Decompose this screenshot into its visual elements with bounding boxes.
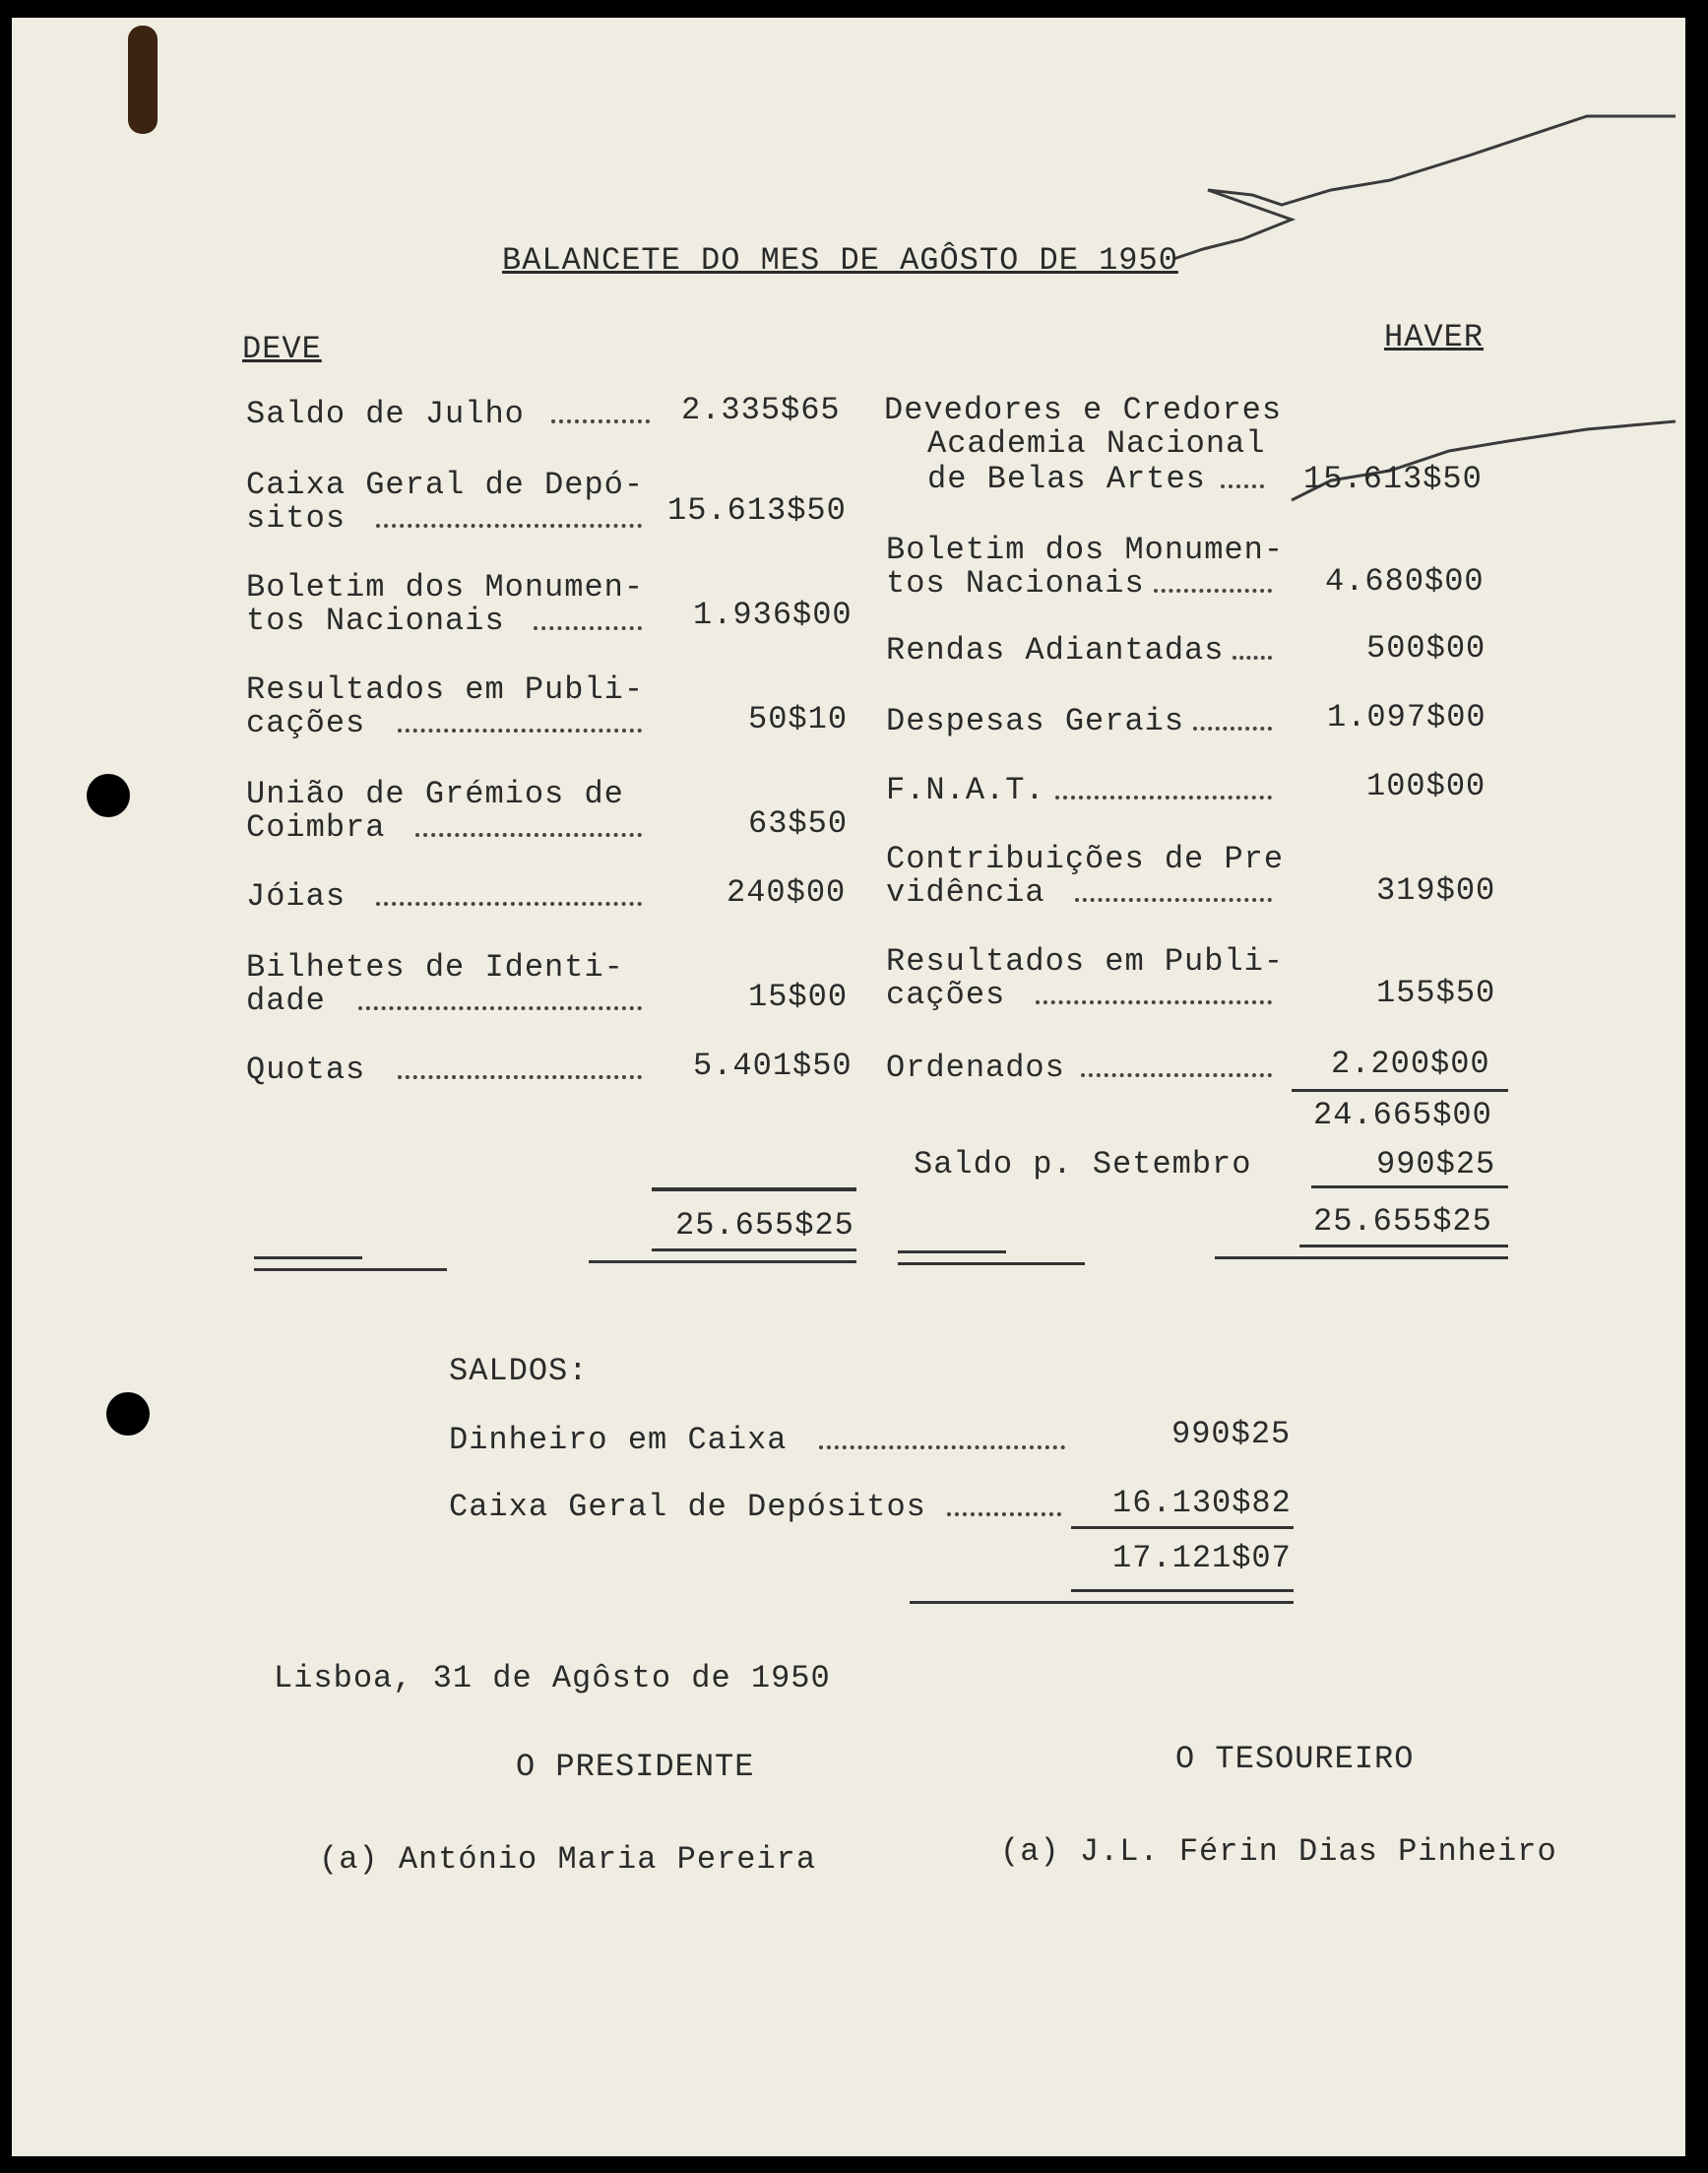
leader-dots bbox=[819, 1445, 1065, 1449]
deve-item-value: 240$00 bbox=[727, 874, 847, 911]
leader-dots bbox=[398, 1075, 642, 1079]
haver-item-value: 4.680$00 bbox=[1325, 563, 1485, 600]
deve-item-label: Bilhetes de Identi- bbox=[246, 949, 624, 986]
haver-item-label-cont: vidência bbox=[886, 874, 1045, 911]
leader-dots bbox=[1154, 589, 1272, 593]
president-title: O PRESIDENTE bbox=[516, 1749, 755, 1785]
saldos-total-double-rule bbox=[1071, 1589, 1294, 1592]
treasurer-name: (a) J.L. Férin Dias Pinheiro bbox=[1000, 1833, 1557, 1870]
deve-closing-rule bbox=[254, 1268, 447, 1271]
deve-total-rule bbox=[652, 1187, 856, 1191]
deve-closing-rule bbox=[254, 1256, 362, 1259]
haver-item-label: Devedores e Credores bbox=[884, 392, 1283, 428]
haver-item-label: Resultados em Publi- bbox=[886, 943, 1285, 980]
haver-saldo-value: 990$25 bbox=[1376, 1146, 1496, 1182]
deve-total: 25.655$25 bbox=[675, 1207, 854, 1244]
deve-item-label: Caixa Geral de Depó- bbox=[246, 467, 645, 503]
page-title: BALANCETE DO MES DE AGÔSTO DE 1950 bbox=[502, 242, 1178, 279]
saldos-item-label: Dinheiro em Caixa bbox=[449, 1422, 788, 1458]
deve-item-label: Resultados em Publi- bbox=[246, 671, 645, 708]
leader-dots bbox=[358, 1006, 642, 1010]
deve-item-label-cont: Coimbra bbox=[246, 809, 386, 846]
deve-item-value: 5.401$50 bbox=[693, 1048, 853, 1084]
haver-item-label: Despesas Gerais bbox=[886, 703, 1185, 739]
haver-item-value: 1.097$00 bbox=[1327, 699, 1487, 735]
deve-item-label-cont: dade bbox=[246, 983, 326, 1019]
haver-total-double-rule bbox=[1215, 1256, 1508, 1259]
saldos-heading: SALDOS: bbox=[449, 1353, 589, 1389]
haver-item-label-cont: cações bbox=[886, 977, 1006, 1013]
deve-item-label: Jóias bbox=[246, 878, 347, 915]
deve-item-label: Saldo de Julho bbox=[246, 396, 525, 432]
leader-dots bbox=[1055, 796, 1272, 799]
place-date: Lisboa, 31 de Agôsto de 1950 bbox=[274, 1660, 831, 1696]
haver-item-label: Ordenados bbox=[886, 1050, 1065, 1086]
deve-item-label: União de Grémios de bbox=[246, 776, 624, 812]
deve-item-value: 50$10 bbox=[748, 701, 849, 737]
leader-dots bbox=[1233, 656, 1272, 660]
treasurer-title: O TESOUREIRO bbox=[1175, 1741, 1415, 1777]
saldos-item-value: 16.130$82 bbox=[1112, 1485, 1292, 1521]
deve-item-label-cont: sitos bbox=[246, 500, 347, 537]
document-sheet bbox=[12, 18, 1685, 2156]
haver-item-label: F.N.A.T. bbox=[886, 772, 1045, 808]
saldos-item-label: Caixa Geral de Depósitos bbox=[449, 1489, 926, 1525]
leader-dots bbox=[415, 833, 642, 837]
haver-closing-rule bbox=[898, 1250, 1006, 1253]
deve-item-value: 1.936$00 bbox=[693, 597, 853, 633]
deve-total-double-rule bbox=[652, 1248, 856, 1251]
leader-dots bbox=[376, 902, 642, 906]
haver-subtotal: 24.665$00 bbox=[1313, 1097, 1492, 1133]
haver-saldo-label: Saldo p. Setembro bbox=[914, 1146, 1252, 1182]
deve-heading: DEVE bbox=[242, 331, 322, 367]
saldos-total-double-rule bbox=[910, 1601, 1294, 1604]
deve-item-value: 15$00 bbox=[748, 979, 849, 1015]
haver-item-label-cont: de Belas Artes bbox=[927, 461, 1206, 497]
haver-item-value: 155$50 bbox=[1376, 975, 1496, 1011]
punch-hole-bottom bbox=[106, 1392, 150, 1436]
punch-hole-top bbox=[87, 774, 130, 817]
haver-item-value: 319$00 bbox=[1376, 872, 1496, 909]
haver-total: 25.655$25 bbox=[1313, 1203, 1492, 1240]
leader-dots bbox=[551, 419, 650, 423]
deve-item-label-cont: cações bbox=[246, 705, 366, 741]
saldos-total: 17.121$07 bbox=[1112, 1540, 1292, 1576]
saldos-total-rule bbox=[1071, 1526, 1294, 1529]
haver-item-label: Rendas Adiantadas bbox=[886, 632, 1225, 669]
haver-item-value: 2.200$00 bbox=[1331, 1046, 1490, 1082]
haver-subtotal-rule bbox=[1292, 1089, 1508, 1092]
leader-dots bbox=[376, 524, 642, 528]
haver-item-value: 15.613$50 bbox=[1303, 461, 1483, 497]
leader-dots bbox=[1193, 727, 1272, 731]
haver-item-label: Boletim dos Monumen- bbox=[886, 532, 1285, 568]
leader-dots bbox=[1075, 898, 1272, 902]
president-name: (a) António Maria Pereira bbox=[319, 1841, 817, 1878]
haver-item-label: Contribuições de Pre bbox=[886, 841, 1285, 877]
haver-total-double-rule bbox=[1299, 1245, 1508, 1247]
haver-item-value: 500$00 bbox=[1366, 630, 1487, 667]
haver-item-label-cont: tos Nacionais bbox=[886, 565, 1145, 602]
deve-item-value: 15.613$50 bbox=[667, 492, 847, 529]
deve-item-value: 2.335$65 bbox=[681, 392, 841, 428]
deve-total-double-rule bbox=[589, 1260, 856, 1263]
haver-closing-rule bbox=[898, 1262, 1085, 1265]
deve-item-value: 63$50 bbox=[748, 805, 849, 842]
haver-heading: HAVER bbox=[1384, 319, 1485, 355]
deve-item-label: Quotas bbox=[246, 1052, 366, 1088]
leader-dots bbox=[534, 626, 642, 630]
haver-saldo-rule bbox=[1311, 1185, 1508, 1188]
haver-item-label-cont: Academia Nacional bbox=[927, 425, 1266, 462]
rust-stain bbox=[128, 26, 158, 134]
deve-item-label-cont: tos Nacionais bbox=[246, 603, 505, 639]
deve-item-label: Boletim dos Monumen- bbox=[246, 569, 645, 606]
haver-item-value: 100$00 bbox=[1366, 768, 1487, 804]
saldos-item-value: 990$25 bbox=[1171, 1416, 1292, 1452]
leader-dots bbox=[1036, 1000, 1272, 1004]
leader-dots bbox=[1081, 1073, 1272, 1077]
leader-dots bbox=[1221, 484, 1264, 488]
leader-dots bbox=[947, 1512, 1061, 1516]
leader-dots bbox=[398, 729, 642, 733]
